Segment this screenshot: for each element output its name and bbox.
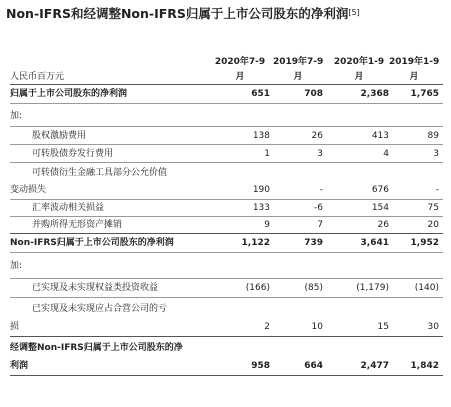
row-label: 已实现及未实现应占合营公司的亏 xyxy=(32,304,168,314)
table-row xyxy=(10,234,443,252)
row-value: 89 xyxy=(427,131,439,141)
row-value: 26 xyxy=(311,131,323,141)
row-value: 133 xyxy=(252,203,270,213)
row-value: 651 xyxy=(251,89,270,99)
row-value: 7 xyxy=(317,220,323,230)
table-header-row-1 xyxy=(10,55,443,69)
unit-label: 人民币百万元 xyxy=(10,72,65,82)
row-value: 2,368 xyxy=(360,89,389,99)
col-header-9m-2020-line2: 月 xyxy=(354,72,364,82)
table-row xyxy=(10,145,443,162)
table-row xyxy=(10,85,443,103)
row-label: 归属于上市公司股东的净利润 xyxy=(10,89,128,99)
title-text: Non-IFRS和经调整Non-IFRS归属于上市公司股东的净利润 xyxy=(6,6,349,21)
row-value: 1,122 xyxy=(241,238,270,248)
table-row xyxy=(10,318,443,336)
col-header-q3-2019-line1: 2019年7-9 xyxy=(273,57,324,67)
col-header-9m-2019-line2: 月 xyxy=(409,72,419,82)
table-row xyxy=(10,163,443,181)
row-value: 1,842 xyxy=(410,361,439,371)
row-value: (85) xyxy=(304,283,323,293)
table-row xyxy=(10,200,443,216)
table-row xyxy=(10,279,443,297)
row-label: Non-IFRS归属于上市公司股东的净利润 xyxy=(10,238,174,248)
row-value: -6 xyxy=(314,203,323,213)
row-value: 708 xyxy=(304,89,323,99)
table-row xyxy=(10,298,443,318)
col-header-q3-2019-line2: 月 xyxy=(293,72,303,82)
row-value: 664 xyxy=(304,361,323,371)
row-value: 15 xyxy=(377,322,389,332)
row-value: - xyxy=(319,185,323,195)
col-header-9m-2019-line1: 2019年1-9 xyxy=(389,57,440,67)
row-value: 1,765 xyxy=(410,89,439,99)
row-value: - xyxy=(435,185,439,195)
col-header-q3-2020-line1: 2020年7-9 xyxy=(214,57,266,67)
row-value: 190 xyxy=(252,185,270,195)
row-value: 413 xyxy=(371,131,389,141)
row-value: 26 xyxy=(377,220,389,230)
table-row xyxy=(10,337,443,357)
row-value: 75 xyxy=(427,203,439,213)
row-value: 154 xyxy=(371,203,389,213)
net-profit-table xyxy=(10,55,443,376)
row-value: 10 xyxy=(311,322,323,332)
row-label: 股权激励费用 xyxy=(32,131,87,141)
row-value: (140) xyxy=(414,283,439,293)
row-value: 20 xyxy=(427,220,439,230)
row-label: 利润 xyxy=(10,361,29,371)
table-row xyxy=(10,217,443,233)
table-row xyxy=(10,181,443,199)
table-row xyxy=(10,127,443,144)
title-footnote-ref: [5] xyxy=(348,8,360,17)
row-value: 958 xyxy=(251,361,270,371)
row-label: 并购所得无形资产摊销 xyxy=(32,220,123,230)
col-header-q3-2020-line2: 月 xyxy=(235,72,245,82)
row-value: (166) xyxy=(245,283,270,293)
row-value: 3 xyxy=(317,149,323,159)
col-header-9m-2020-line1: 2020年1-9 xyxy=(333,57,385,67)
row-label: 可转债衍生金融工具部分公允价值 xyxy=(32,168,168,178)
row-value: 138 xyxy=(252,131,270,141)
row-value: 2 xyxy=(264,322,270,332)
row-label: 已实现及未实现权益类投资收益 xyxy=(32,283,159,293)
page-title xyxy=(6,6,446,22)
row-value: 739 xyxy=(304,238,323,248)
row-label: 加: xyxy=(10,261,23,271)
row-label: 可转股债券发行费用 xyxy=(32,149,114,159)
table-row xyxy=(10,357,443,375)
row-label: 变动损失 xyxy=(10,185,47,195)
row-value: 4 xyxy=(383,149,389,159)
row-label: 汇率波动相关损益 xyxy=(32,203,105,213)
table-header-row-2 xyxy=(10,69,443,84)
row-value: 1,952 xyxy=(410,238,439,248)
row-label: 经调整Non-IFRS归属于上市公司股东的净 xyxy=(10,343,183,353)
row-value: 1 xyxy=(264,149,270,159)
row-value: 3 xyxy=(433,149,439,159)
table-bottom-rule xyxy=(10,375,443,376)
row-value: (1,179) xyxy=(356,283,389,293)
row-value: 676 xyxy=(371,185,389,195)
row-label: 损 xyxy=(10,322,20,332)
row-value: 30 xyxy=(427,322,439,332)
table-row xyxy=(10,253,443,278)
row-label: 加: xyxy=(10,111,23,121)
row-value: 9 xyxy=(264,220,270,230)
row-value: 3,641 xyxy=(360,238,389,248)
row-value: 2,477 xyxy=(360,361,389,371)
table-row xyxy=(10,104,443,126)
